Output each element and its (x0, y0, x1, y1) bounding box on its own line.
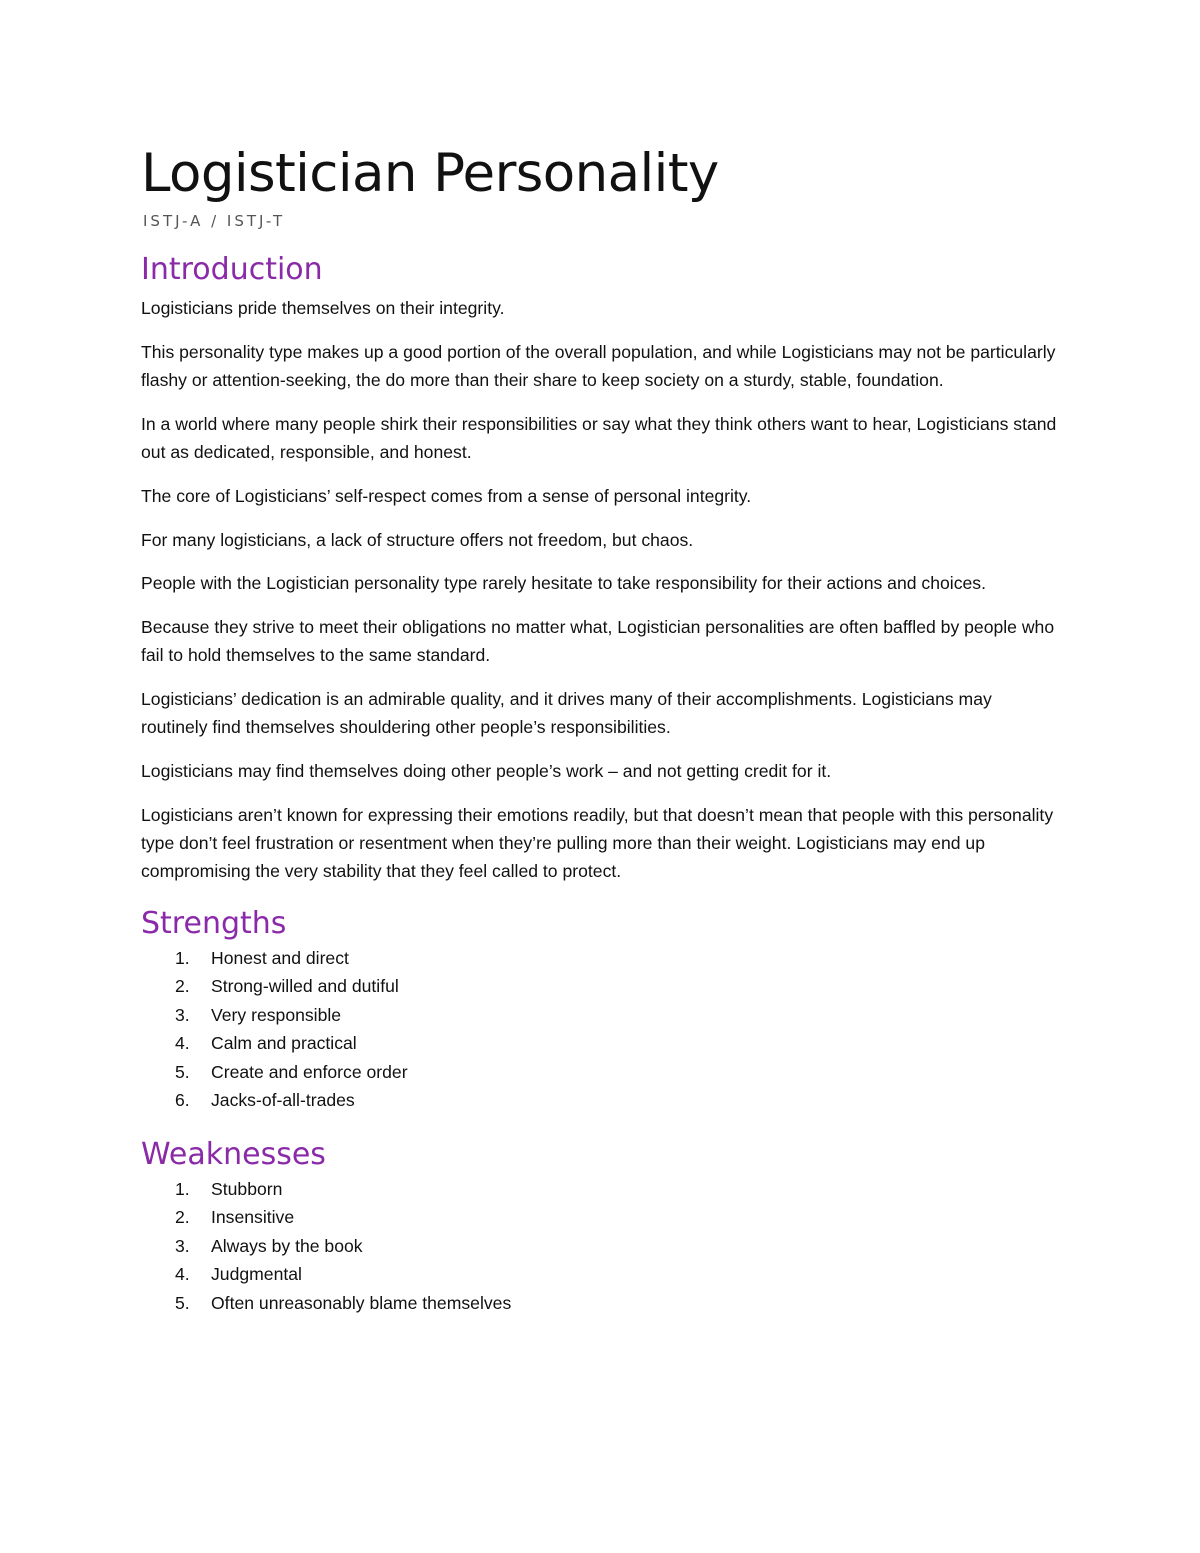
intro-paragraph-1: Logisticians pride themselves on their integrity. (141, 298, 505, 318)
list-item (141, 1029, 1061, 1058)
intro-paragraph-3: In a world where many people shirk their responsibilities or say what they think others want to hear, Logisticians stand out as dedicated, responsible, and honest. (141, 413, 1057, 462)
list-item-number: 6. (175, 1090, 190, 1111)
intro-paragraph-6: People with the Logistician personality type rarely hesitate to take responsibility for their actions and choices. (141, 573, 986, 594)
list-item-number: 5. (175, 1061, 190, 1082)
list-item-text: Stubborn (211, 1178, 283, 1199)
list-item (141, 944, 1061, 973)
document-title: Logistician Personality (141, 143, 719, 204)
list-item-number: 1. (175, 947, 190, 968)
weaknesses-list (141, 1175, 1061, 1318)
list-item-text: Strong-willed and dutiful (211, 976, 399, 997)
intro-paragraph-4: The core of Logisticians’ self-respect comes from a sense of personal integrity. (141, 485, 752, 506)
intro-paragraph-10: Logisticians aren’t known for expressing their emotions readily, but that doesn’t mean that people with this personality type don’t feel frustration or resentment when they’re pulling more than their weight. Logisticians may end up compromising the very stability that they feel called to protect. (141, 804, 1054, 882)
list-item-text: Judgmental (211, 1264, 302, 1285)
list-item-number: 2. (175, 1207, 190, 1228)
list-item (141, 1289, 1061, 1318)
list-item-text: Calm and practical (211, 1033, 357, 1054)
list-item-number: 3. (175, 1004, 190, 1025)
document-subtitle: ISTJ-A / ISTJ-T (143, 212, 286, 230)
introduction-heading: Introduction (141, 252, 323, 287)
list-item (141, 1232, 1061, 1261)
intro-paragraph-2: This personality type makes up a good portion of the overall population, and while Logisticians may not be particularly flashy or attention-seeking, the do more than their share to keep society on a sturdy, stable, foundation. (141, 341, 1056, 390)
list-item-number: 4. (175, 1033, 190, 1054)
document-body (141, 138, 1061, 1317)
strengths-list (141, 944, 1061, 1115)
list-item-text: Honest and direct (211, 947, 349, 968)
list-item-number: 2. (175, 976, 190, 997)
list-item-number: 4. (175, 1264, 190, 1285)
list-item-text: Create and enforce order (211, 1061, 408, 1082)
list-item (141, 1058, 1061, 1087)
list-item-text: Always by the book (211, 1235, 363, 1256)
intro-paragraph-9: Logisticians may find themselves doing other people’s work – and not getting credit for it. (141, 761, 832, 782)
list-item (141, 1203, 1061, 1232)
list-item-number: 5. (175, 1292, 190, 1313)
list-item-number: 1. (175, 1178, 190, 1199)
intro-paragraph-8: Logisticians’ dedication is an admirable quality, and it drives many of their accomplishments. Logisticians may routinely find themselves shouldering other people’s responsibilities. (141, 689, 992, 738)
list-item (141, 1086, 1061, 1115)
strengths-heading: Strengths (141, 905, 287, 941)
list-item-text: Jacks-of-all-trades (211, 1090, 355, 1111)
intro-paragraph-5: For many logisticians, a lack of structure offers not freedom, but chaos. (141, 529, 694, 550)
list-item-text: Very responsible (211, 1004, 342, 1025)
list-item (141, 972, 1061, 1001)
list-item-text: Often unreasonably blame themselves (211, 1292, 512, 1313)
list-item (141, 1001, 1061, 1030)
intro-paragraph-7: Because they strive to meet their obligations no matter what, Logistician personalities are often baffled by people who fail to hold themselves to the same standard. (141, 617, 1055, 666)
list-item-number: 3. (175, 1235, 190, 1256)
list-item (141, 1175, 1061, 1204)
list-item-text: Insensitive (211, 1207, 295, 1228)
list-item (141, 1260, 1061, 1289)
weaknesses-heading: Weaknesses (141, 1136, 326, 1172)
